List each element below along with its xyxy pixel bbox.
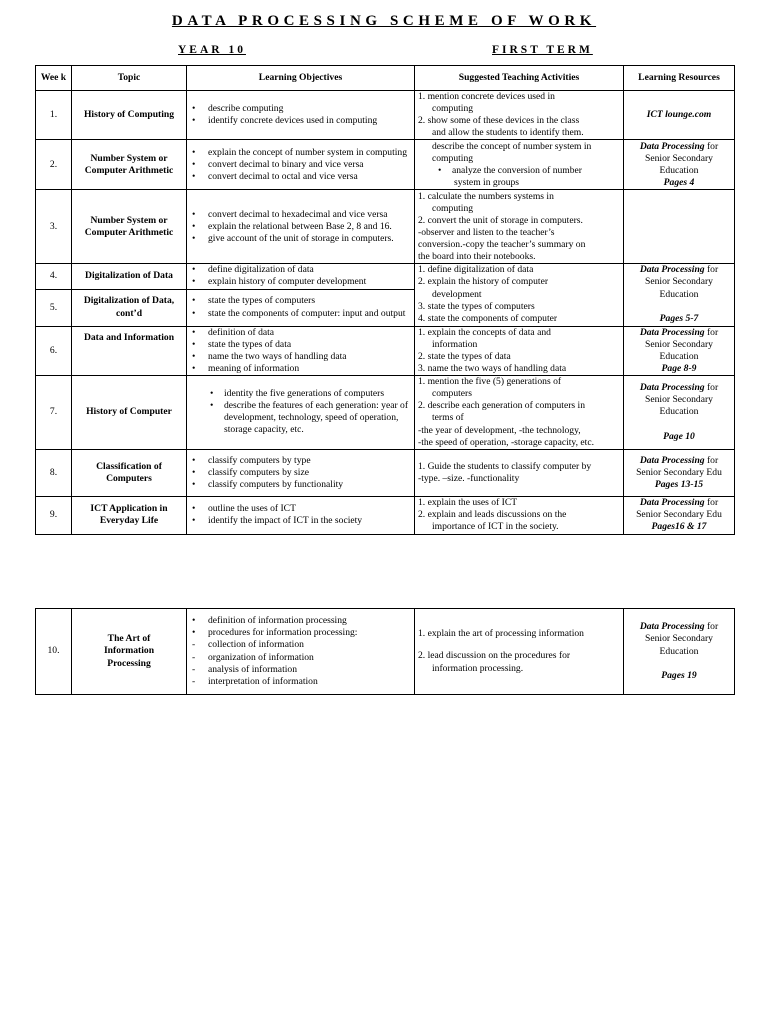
objectives-cell (187, 326, 415, 375)
objectives-cell (187, 496, 415, 534)
header-week: Wee k (36, 66, 72, 91)
table-row (36, 190, 735, 264)
activity-line: 1. explain the art of processing information (418, 628, 584, 640)
objectives-cell (187, 449, 415, 496)
resource-line: Senior Secondary (645, 152, 713, 164)
activity-line: 1. define digitalization of data (418, 264, 534, 276)
week-cell: 1. (36, 91, 72, 140)
objective-item: • definition of data (190, 327, 411, 339)
resource-for: for (704, 326, 719, 338)
activity-line: information processing. (432, 662, 524, 674)
table-row (36, 91, 735, 140)
objective-item: - organization of information (190, 652, 411, 664)
objective-item: • classify computers by type (190, 455, 411, 467)
activities-cell (415, 190, 624, 264)
week-cell: 9. (36, 496, 72, 534)
week-cell: 8. (36, 449, 72, 496)
resource-line: Education (659, 288, 699, 300)
objective-item: • explain the relational between Base 2, 8 and 16. (190, 221, 411, 233)
objective-item: • identity the five generations of computers (190, 388, 411, 400)
activity-line: importance of ICT in the society. (432, 521, 559, 533)
topic-cell: ICT Application in Everyday Life (72, 496, 187, 534)
resources-cell (624, 496, 735, 534)
activities-cell (415, 326, 624, 375)
activity-line: 1. Guide the students to classify computer by (418, 460, 592, 472)
activity-line: 1. mention the five (5) generations of (418, 376, 562, 388)
resources-cell (624, 140, 735, 190)
activity-line: information (432, 338, 478, 350)
objective-item: • identify concrete devices used in computing (190, 115, 411, 127)
activity-line: 2. describe each generation of computers in (418, 400, 586, 412)
activity-line: -type. –size. -functionality (418, 472, 520, 484)
scheme-table (35, 65, 735, 535)
objectives-cell (187, 91, 415, 140)
resource-line: Senior Secondary Edu (636, 466, 722, 478)
objective-item: - interpretation of information (190, 676, 411, 688)
objective-item: • convert decimal to binary and vice versa (190, 159, 411, 171)
objectives-cell (187, 264, 415, 289)
objective-item: • state the types of computers (190, 295, 411, 307)
resource-pages: Pages 13-15 (654, 478, 704, 490)
header-activities: Suggested Teaching Activities (415, 66, 624, 91)
activities-cell (415, 609, 624, 695)
activity-line: -the speed of operation, -storage capacity, etc. (418, 436, 594, 448)
objective-item: • give account of the unit of storage in computers. (190, 233, 411, 245)
objective-item: • convert decimal to octal and vice versa (190, 171, 411, 183)
objective-item: • state the types of data (190, 339, 411, 351)
scheme-table-continued (35, 608, 735, 695)
header-objectives: Learning Objectives (187, 66, 415, 91)
activity-line: 4. state the components of computer (418, 312, 558, 324)
activity-line: 2. explain the history of computer (418, 276, 549, 288)
objectives-cell (187, 140, 415, 190)
week-cell: 3. (36, 190, 72, 264)
table-header-row (36, 66, 735, 91)
resources-cell (624, 609, 735, 695)
activity-line: 1. explain the uses of ICT (418, 497, 518, 509)
objective-item: - collection of information (190, 639, 411, 651)
resource-line: Education (659, 406, 699, 418)
objective-item: • definition of information processing (190, 615, 411, 627)
table-row (36, 375, 735, 449)
topic-cell: Number System or Computer Arithmetic (72, 190, 187, 264)
resource-line: Senior Secondary (645, 394, 713, 406)
week-cell: 7. (36, 375, 72, 449)
activity-line: 1. explain the concepts of data and (418, 326, 551, 338)
resource-pages: Pages 5-7 (659, 312, 699, 324)
table-row (36, 496, 735, 534)
resource-link: ICT lounge.com (646, 109, 712, 121)
topic-cell: Digitalization of Data, cont’d (72, 289, 187, 326)
topic-cell: History of Computing (72, 91, 187, 140)
activity-line: 2. state the types of data (418, 350, 511, 362)
objective-item: • describe computing (190, 103, 411, 115)
table-row (36, 140, 735, 190)
topic-cell: Number System or Computer Arithmetic (72, 140, 187, 190)
resource-pages: Page 10 (663, 430, 695, 442)
resource-line: Senior Secondary (645, 276, 713, 288)
document-title: DATA PROCESSING SCHEME OF WORK (171, 13, 597, 29)
resource-pages: Pages 4 (663, 176, 695, 188)
activity-line: 1. calculate the numbers systems in (418, 190, 554, 202)
resource-book: Data Processing (639, 454, 705, 466)
objective-item: • identify the impact of ICT in the society (190, 515, 411, 527)
resource-line: Senior Secondary Edu (636, 509, 722, 521)
activity-line: computing (432, 152, 474, 164)
activity-line: -the year of development, -the technology, (418, 424, 581, 436)
activities-cell (415, 496, 624, 534)
topic-cell: Digitalization of Data (72, 264, 187, 289)
objective-item: • classify computers by size (190, 467, 411, 479)
header-topic: Topic (72, 66, 187, 91)
resource-pages: Pages16 & 17 (651, 521, 707, 533)
activity-line: computing (432, 202, 474, 214)
resource-book: Data Processing (639, 140, 705, 152)
activity-line: 1. mention concrete devices used in (418, 91, 555, 102)
resource-pages: Pages 19 (661, 669, 697, 681)
activity-line: 2. explain and leads discussions on the (418, 509, 567, 521)
activity-line: • analyze the conversion of number (418, 165, 620, 177)
activities-cell (415, 91, 624, 140)
resource-pages: Page 8-9 (661, 362, 697, 374)
resource-line: Education (659, 164, 699, 176)
resource-book: Data Processing (639, 326, 705, 338)
resource-book: Data Processing (639, 497, 705, 509)
objectives-cell (187, 190, 415, 264)
week-cell: 10. (36, 609, 72, 695)
resource-for: for (704, 264, 719, 276)
resource-line: Education (659, 350, 699, 362)
objective-item: • outline the uses of ICT (190, 503, 411, 515)
resources-cell (624, 264, 735, 326)
objective-item: • state the components of computer: input and output (190, 308, 411, 320)
activities-cell (415, 375, 624, 449)
resources-cell (624, 449, 735, 496)
activity-line: development (432, 288, 482, 300)
objectives-cell (187, 375, 415, 449)
objective-item: • define digitalization of data (190, 264, 411, 276)
activity-line: 3. state the types of computers (418, 300, 535, 312)
header-resources: Learning Resources (624, 66, 735, 91)
objective-item: • describe the features of each generation: year of development, technology, speed of operation, storage capacity, etc. (190, 400, 411, 436)
term-label: FIRST TERM (492, 44, 593, 56)
week-cell: 6. (36, 326, 72, 375)
activities-cell (415, 140, 624, 190)
objective-item: - analysis of information (190, 664, 411, 676)
activity-line: computing (432, 103, 474, 115)
resources-cell (624, 326, 735, 375)
resource-line: Education (659, 645, 699, 657)
activity-line: computers (432, 388, 472, 400)
activity-line: conversion.-copy the teacher’s summary on (418, 238, 586, 250)
objective-item: • explain the concept of number system in computing (190, 147, 411, 159)
table-row (36, 326, 735, 375)
activity-line: 2. lead discussion on the procedures for (418, 650, 571, 662)
week-cell: 2. (36, 140, 72, 190)
activity-line: 2. show some of these devices in the class (418, 115, 580, 127)
resource-for: for (704, 382, 719, 394)
resource-line: Senior Secondary (645, 338, 713, 350)
activity-line: describe the concept of number system in (432, 140, 592, 152)
table-row (36, 449, 735, 496)
topic-cell: History of Computer (72, 375, 187, 449)
table-row (36, 264, 735, 289)
resources-cell (624, 190, 735, 264)
resource-for: for (704, 454, 719, 466)
resource-for: for (704, 140, 719, 152)
objective-item: • convert decimal to hexadecimal and vice versa (190, 209, 411, 221)
objectives-cell (187, 289, 415, 326)
table-row (36, 609, 735, 695)
activities-cell (415, 264, 624, 326)
topic-cell: Data and Information (72, 326, 187, 375)
objectives-cell (187, 609, 415, 695)
resource-line: Senior Secondary (645, 633, 713, 645)
objective-item: • classify computers by functionality (190, 479, 411, 491)
activity-line: system in groups (454, 176, 520, 188)
resource-book: Data Processing (639, 621, 705, 633)
activity-line: terms of (432, 412, 464, 424)
resources-cell (624, 91, 735, 140)
objective-item: • meaning of information (190, 363, 411, 375)
activity-line: -observer and listen to the teacher’s (418, 226, 555, 238)
topic-cell: Classification of Computers (72, 449, 187, 496)
objective-item: • explain history of computer development (190, 276, 411, 288)
activity-line: 2. convert the unit of storage in computers. (418, 214, 583, 226)
activities-cell (415, 449, 624, 496)
week-cell: 4. (36, 264, 72, 289)
objective-item: • procedures for information processing: (190, 627, 411, 639)
year-label: YEAR 10 (178, 44, 246, 56)
objective-item: • name the two ways of handling data (190, 351, 411, 363)
topic-cell: The Art of Information Processing (72, 609, 187, 695)
activity-line: the board into their notebooks. (418, 251, 536, 263)
resource-book: Data Processing (639, 382, 705, 394)
resources-cell (624, 375, 735, 449)
week-cell: 5. (36, 289, 72, 326)
activity-line: 3. name the two ways of handling data (418, 362, 567, 374)
resource-book: Data Processing (639, 264, 705, 276)
resource-for: for (704, 621, 719, 633)
resource-for: for (704, 497, 719, 509)
activity-line: and allow the students to identify them. (432, 127, 584, 139)
